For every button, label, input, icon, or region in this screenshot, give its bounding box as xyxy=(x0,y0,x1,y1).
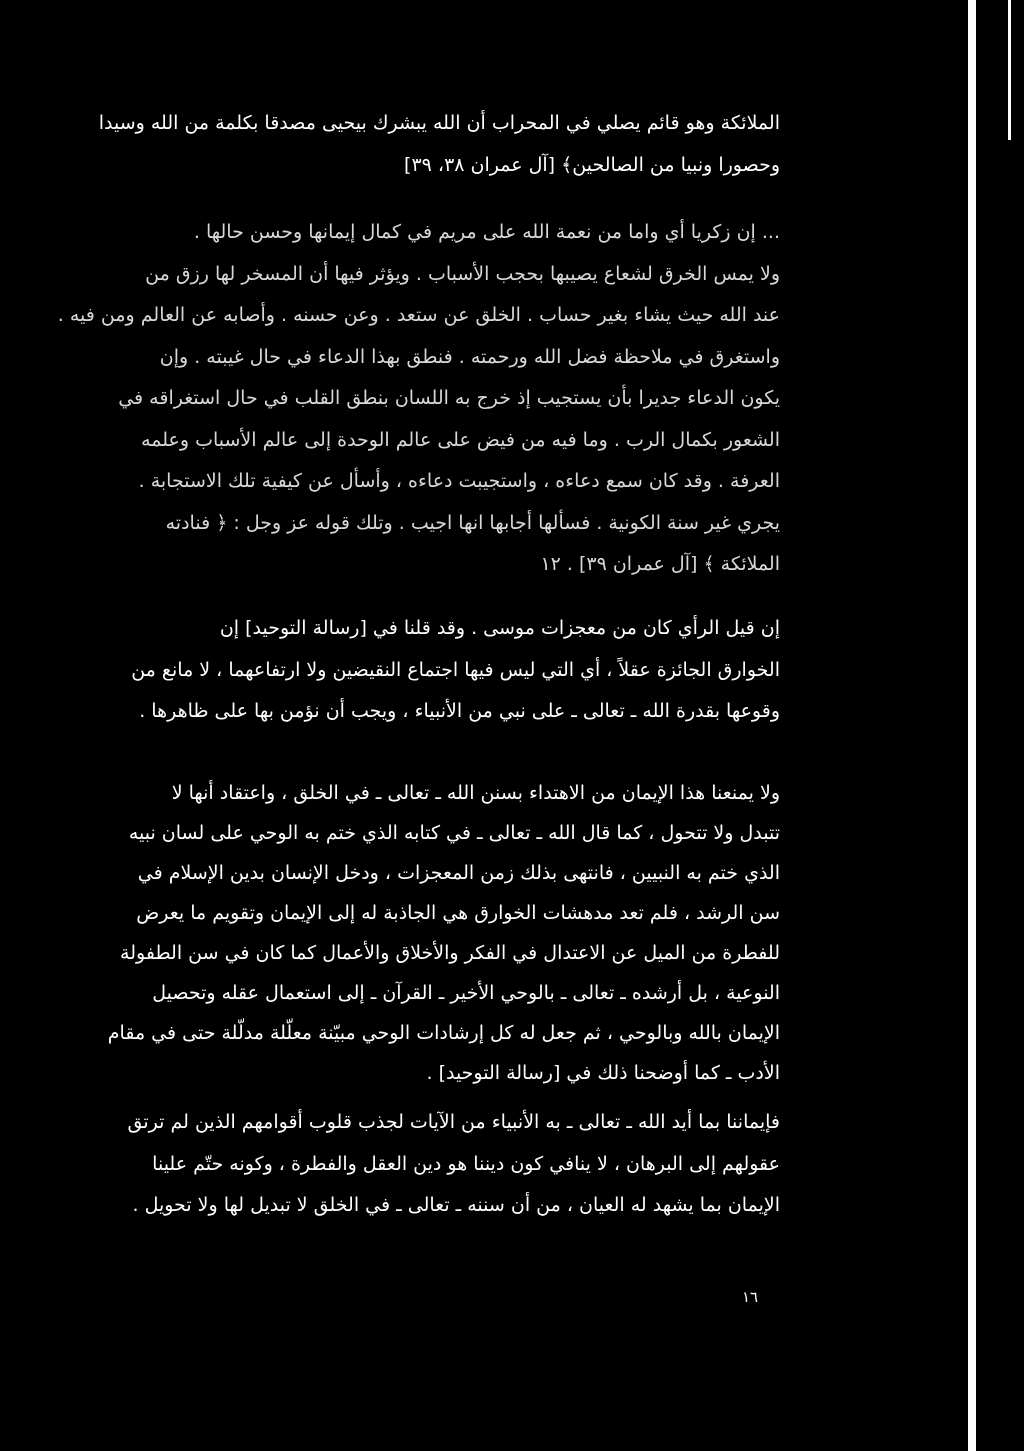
text-line: الإيمان بما يشهد له العيان ، من أن سننه ـ تعالى ـ في الخلق لا تبديل لها ولا تحويل . xyxy=(132,1194,780,1216)
text-line: ولا يمس الخرق لشعاع يصيبها بحجب الأسباب . ويؤثر فيها أن المسخر لها رزق من xyxy=(145,262,780,285)
text-line: عقولهم إلى البرهان ، لا ينافي كون ديننا هو دين العقل والفطرة ، وكونه حتّم علينا xyxy=(152,1152,780,1175)
text-line: الملائكة ﴾ [آل عمران ۳۹] . ۱۲ xyxy=(540,553,780,575)
text-line: سن الرشد ، فلم تعد مدهشات الخوارق هي الجاذبة له إلى الإيمان وتقويم ما يعرض xyxy=(136,902,780,924)
text-line: العرفة . وقد كان سمع دعاءه ، واستجيبت دعاءه ، وأسأل عن كيفية تلك الاستجابة . xyxy=(138,470,780,492)
text-line: النوعية ، بل أرشده ـ تعالى ـ بالوحي الأخير ـ القرآن ـ إلى استعمال عقله وتحصيل xyxy=(152,982,780,1004)
text-line: تتبدل ولا تتحول ، كما قال الله ـ تعالى ـ في كتابه الذي ختم به الوحي على لسان نبيه xyxy=(128,822,780,844)
text-line: واستغرق في ملاحظة فضل الله ورحمته . فنطق بهذا الدعاء في حال غيبته . وإن xyxy=(159,345,780,368)
text-line: يجري غير سنة الكونية . فسألها أجابها انها اجيب . وتلك قوله عز وجل : ﴿ فنادته xyxy=(165,511,780,534)
commentary-paragraph xyxy=(18,212,780,586)
scan-edge-line xyxy=(968,0,976,1451)
text-line: الأدب ـ كما أوضحنا ذلك في [رسالة التوحيد] . xyxy=(426,1062,780,1084)
text-line: الملائكة وهو قائم يصلي في المحراب أن الله يبشرك بيحيى مصدقا بكلمة من الله وسيدا xyxy=(98,112,780,134)
text-line: الشعور بكمال الرب . وما فيه من فيض على عالم الوحدة إلى عالم الأسباب وعلمه xyxy=(141,428,780,451)
text-line: للفطرة من الميل عن الاعتدال في الفكر والأخلاق والأعمال كما كان في سن الطفولة xyxy=(120,942,780,964)
sunan-paragraph xyxy=(18,773,780,1093)
text-line: ولا يمنعنا هذا الإيمان من الاهتداء بسنن الله ـ تعالى ـ في الخلق ، واعتقاد أنها لا xyxy=(171,782,780,804)
text-line: إن قيل الرأي كان من معجزات موسى . وقد قلنا في [رسالة التوحيد] إن xyxy=(219,617,780,639)
text-line: وحصورا ونبيا من الصالحين﴾ [آل عمران ۳۸، ۳۹] xyxy=(404,153,780,176)
text-line: وقوعها بقدرة الله ـ تعالى ـ على نبي من الأنبياء ، ويجب أن نؤمن بها على ظاهرها . xyxy=(139,700,780,722)
page-number: ١٦ xyxy=(742,1288,759,1306)
quran-verse-block xyxy=(18,103,780,186)
text-line: عند الله حيث يشاء بغير حساب . الخلق عن ستعد . وعن حسنه . وأصابه عن العالم ومن فيه . xyxy=(57,304,780,326)
text-line: الإيمان بالله وبالوحي ، ثم جعل له كل إرشادات الوحي مبيّنة معلّلة مدلّلة حتى في مقام xyxy=(107,1022,780,1044)
text-line: فإيماننا بما أيد الله ـ تعالى ـ به الأنبياء من الآيات لجذب قلوب أقوامهم الذين لم ترتق xyxy=(127,1111,780,1133)
text-line: يكون الدعاء جديرا بأن يستجيب إذ خرج به اللسان بنطق القلب في حال استغراقه في xyxy=(118,387,780,409)
miracles-paragraph xyxy=(18,608,780,733)
scan-edge-line-thin xyxy=(1008,0,1011,140)
text-line: الذي ختم به النبيين ، فانتهى بذلك زمن المعجزات ، ودخل الإنسان بدين الإسلام في xyxy=(137,862,780,884)
faith-paragraph xyxy=(18,1102,780,1227)
text-line: الخوارق الجائزة عقلاً ، أي التي ليس فيها اجتماع النقيضين ولا ارتفاعهما ، لا مانع من xyxy=(131,658,780,681)
text-line: ... إن زكريا أي واما من نعمة الله على مريم في كمال إيمانها وحسن حالها . xyxy=(193,221,780,243)
